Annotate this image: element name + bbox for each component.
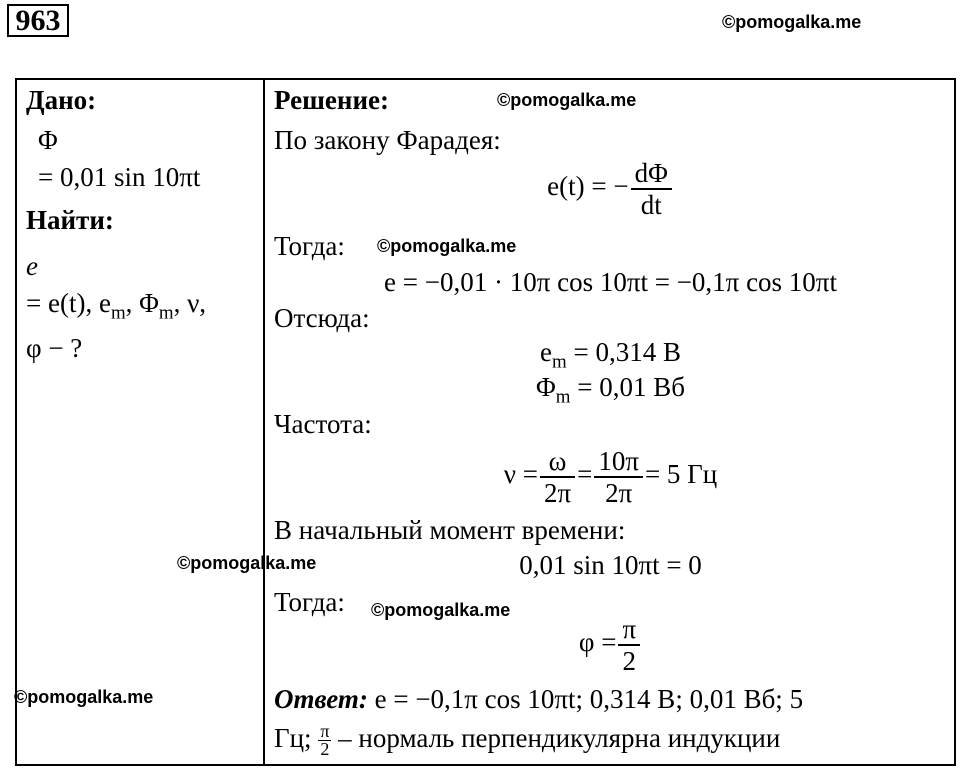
emf-equation: e = −0,01 · 10π cos 10πt = −0,1π cos 10πt bbox=[384, 267, 837, 297]
answer-line-1: Ответ: e = −0,1π cos 10πt; 0,314 В; 0,01 Вб; 5 bbox=[274, 684, 804, 714]
initial-label: В начальный момент времени: bbox=[274, 515, 626, 545]
given-line1: Φ bbox=[38, 125, 58, 155]
find-line2: = e(t), $e_m$, $\Phi_m$, ν, bbox=[26, 288, 207, 324]
faraday-fraction: $\frac{d\Phi}{dt}$ bbox=[631, 158, 672, 220]
then-label-1: Тогда: bbox=[274, 231, 345, 261]
then-label-2: Тогда: bbox=[274, 587, 345, 617]
em-equation: $e_m = 0,314$ В bbox=[540, 337, 681, 373]
problem-number: 963 bbox=[7, 4, 69, 37]
faraday-equation: e(t) = − $\frac{d\Phi}{dt}$ bbox=[265, 158, 956, 220]
given-line2: = 0,01 sin 10πt bbox=[38, 162, 201, 192]
watermark: ©pomogalka.me bbox=[371, 600, 511, 620]
watermark: ©pomogalka.me bbox=[14, 687, 154, 707]
find-line3: φ − ? bbox=[26, 333, 83, 363]
watermark: ©pomogalka.me bbox=[722, 12, 862, 32]
faraday-label: По закону Фарадея: bbox=[274, 125, 501, 155]
phim-equation: $\Phi_m = 0,01$ Вб bbox=[536, 372, 685, 408]
watermark: ©pomogalka.me bbox=[497, 90, 637, 110]
solution-heading: Решение: bbox=[274, 85, 389, 115]
frequency-label: Частота: bbox=[274, 409, 372, 439]
find-heading: Найти: bbox=[26, 205, 114, 235]
phase-equation: φ = $\frac{\pi}{2}$ bbox=[265, 614, 956, 676]
initial-equation: 0,01 sin 10πt = 0 bbox=[519, 550, 702, 580]
watermark: ©pomogalka.me bbox=[177, 553, 317, 573]
find-line1: e bbox=[26, 251, 38, 281]
hence-label: Отсюда: bbox=[274, 303, 370, 333]
frequency-equation: ν = $\frac{\omega}{2\pi}$ = $\frac{10\pi}{2\pi}$ = 5 Гц bbox=[503, 446, 718, 508]
given-heading: Дано: bbox=[26, 85, 97, 115]
watermark: ©pomogalka.me bbox=[377, 236, 517, 256]
answer-line-2: Гц; $\frac{\pi}{2}$ – нормаль перпендикулярна индукции bbox=[274, 721, 781, 760]
